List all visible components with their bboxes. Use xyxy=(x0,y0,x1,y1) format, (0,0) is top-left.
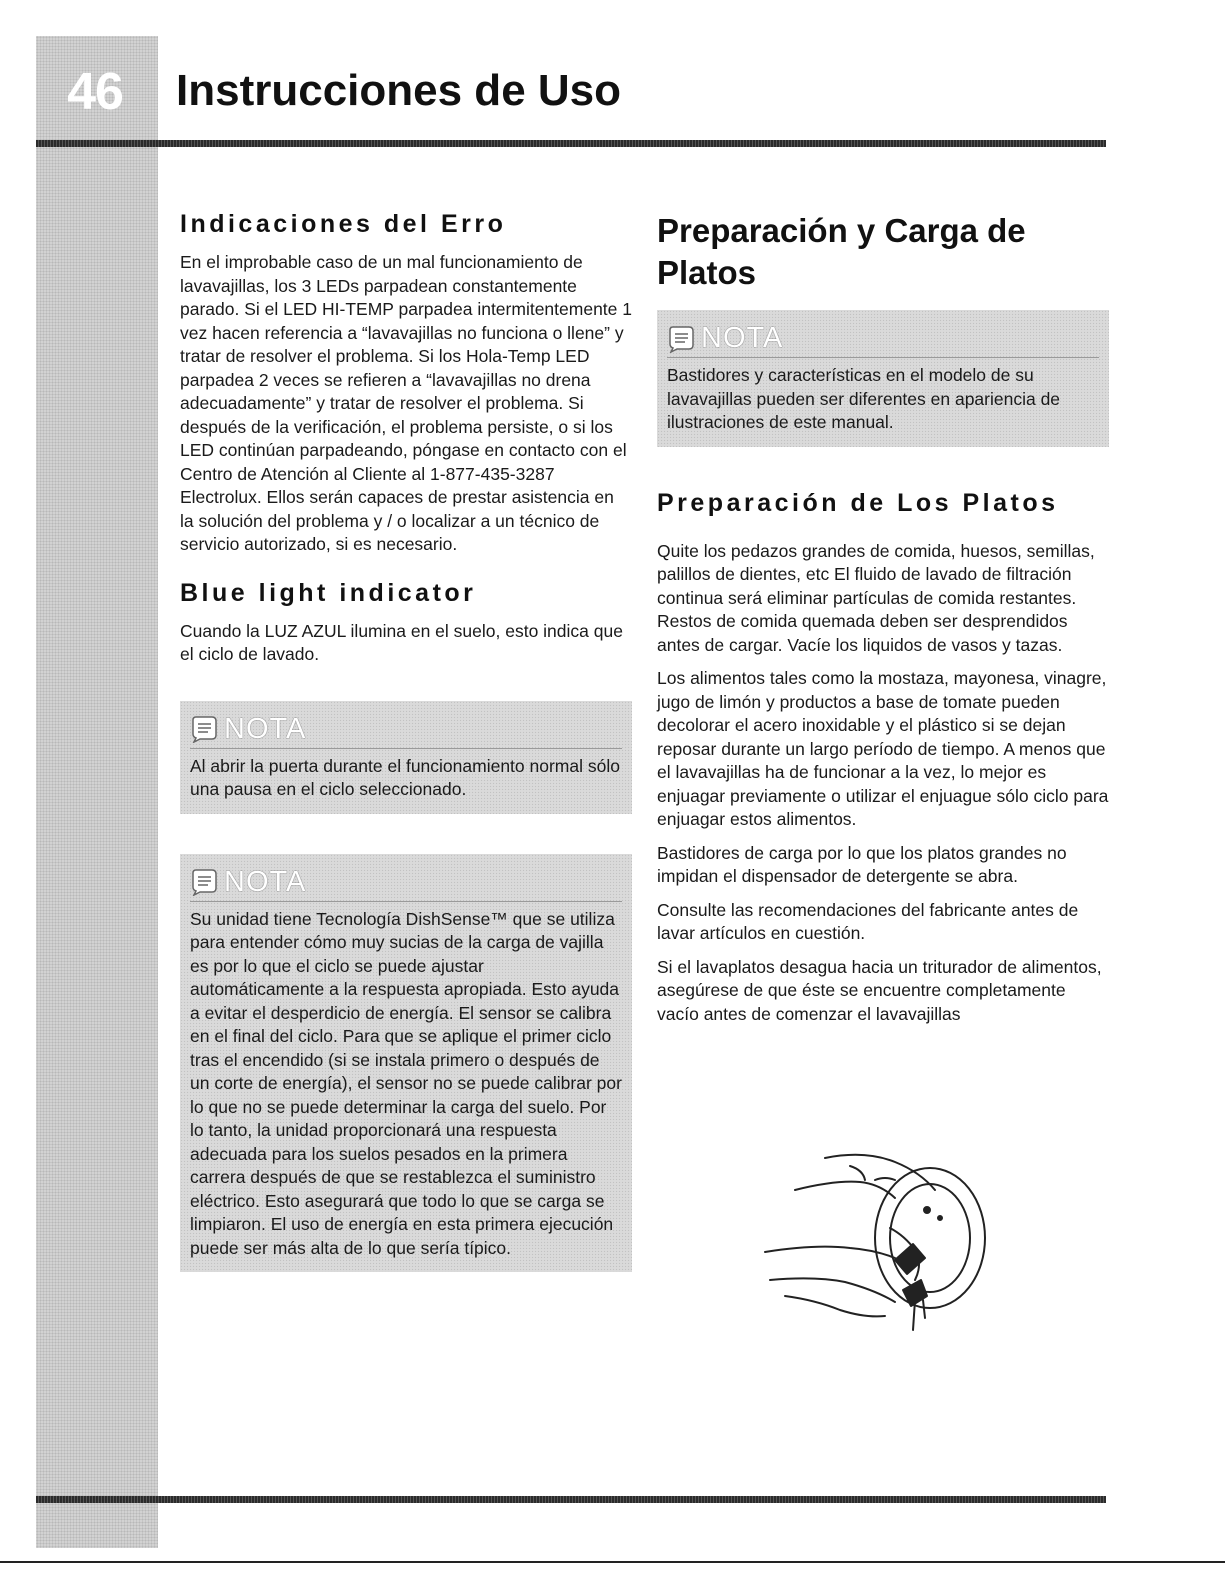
page-title: Instrucciones de Uso xyxy=(176,66,622,115)
note-label: NOTA xyxy=(224,712,307,745)
left-column xyxy=(180,210,632,1272)
prep-paragraph: Consulte las recomendaciones del fabricante antes de lavar artículos en cuestión. xyxy=(657,899,1079,943)
bottom-rule xyxy=(36,1496,1106,1503)
error-text: En el improbable caso de un mal funcionamiento de lavavajillas, los 3 LEDs parpadean constantemente parado. Si el LED HI-TEMP parpadea intermitentemente 1 vez hacen referencia a “lavavajillas no funciona o llene” y tratar de resolver el problema. Si los Hola-Temp LED parpadea 2 veces se refieren a “lavavajillas no drena adecuadamente” y tratar de resolver el problema. Si después de la verificación, el problema persiste, o si los LED continúan parpadeando, póngase en contacto con el Centro de Atención al Cliente al 1-877-435-3287 Electrolux. Ellos serán capaces de prestar asistencia en la solución del problema y / o localizar a un técnico de servicio autorizado, si es necesario. xyxy=(180,252,632,554)
note-label: NOTA xyxy=(224,865,307,898)
page-number: 46 xyxy=(67,63,123,121)
note-dishsense xyxy=(180,854,632,1273)
note-label: NOTA xyxy=(701,322,784,354)
note-header xyxy=(190,866,622,902)
note-header xyxy=(667,322,1099,358)
hand-scraping-plate-illustration xyxy=(755,1140,1005,1340)
prep-paragraph: Bastidores de carga por lo que los platos grandes no impidan el dispensador de detergente se abra. xyxy=(657,842,1067,886)
note-text: Bastidores y características en el modelo de su lavavajillas pueden ser diferentes en apariencia de ilustraciones de este manual. xyxy=(667,365,1061,432)
note-racks xyxy=(657,310,1109,447)
side-band xyxy=(36,36,158,1548)
note-text: Al abrir la puerta durante el funcionamiento normal sólo una pausa en el ciclo seleccionado. xyxy=(190,755,620,799)
top-rule xyxy=(36,140,1106,147)
note-paper-icon xyxy=(667,325,697,353)
blue-light-heading: Blue light indicator xyxy=(180,578,477,607)
note-paper-icon xyxy=(190,715,220,743)
prep-paragraph: Si el lavaplatos desagua hacia un triturador de alimentos, asegúrese de que éste se encuentre completamente vacío antes de comenzar el lavavajillas xyxy=(657,956,1102,1024)
note-text: Su unidad tiene Tecnología DishSense™ que se utiliza para entender cómo muy sucias de la carga de vajilla es por lo que el ciclo se puede ajustar automáticamente a la respuesta apropiada. Esto ayuda a evitar el desperdicio de energía. El sensor se calibra en el final del ciclo. Para que se aplique el primer ciclo tras el encendido (si se instala primero o después de un corte de energía), el sensor no se puede calibrar por lo que no se puede determinar la carga del suelo. Por lo tanto, la unidad proporcionará una respuesta adecuada para los suelos pesados en la primera carrera después de que se restablezca el suministro eléctrico. Esto asegurará que todo lo que se carga se limpiaron. El uso de energía en esta primera ejecución puede ser más alta de lo que sería típico. xyxy=(190,908,622,1258)
prep-paragraph: Los alimentos tales como la mostaza, mayonesa, vinagre, jugo de limón y productos a base de tomate pueden decolorar el acero inoxidable y el plástico si se dejan reposar durante un largo período de tiempo. A menos que el lavavajillas ha de funcionar a la vez, lo mejor es enjuagar previamente o utilizar el enjuague sólo ciclo para enjuagar estos alimentos. xyxy=(657,668,1109,829)
error-heading: Indicaciones del Erro xyxy=(180,210,507,238)
note-pause xyxy=(180,701,632,814)
note-header xyxy=(190,713,622,749)
right-column xyxy=(657,210,1109,1036)
dish-prep-heading: Preparación de Los Platos xyxy=(657,488,1059,517)
prep-paragraph: Quite los pedazos grandes de comida, huesos, semillas, palillos de dientes, etc El fluido de lavado de filtración continua será eliminar partículas de comida restantes. Restos de comida quemada deben ser desprendidos antes de cargar. Vacíe los liquidos de vasos y tazas. xyxy=(657,540,1095,655)
note-paper-icon xyxy=(190,868,220,896)
blue-light-text: Cuando la LUZ AZUL ilumina en el suelo, esto indica que el ciclo de lavado. xyxy=(180,620,623,664)
page-bottom-edge xyxy=(0,1561,1225,1563)
preparation-heading: Preparación y Carga de Platos xyxy=(657,212,1026,291)
